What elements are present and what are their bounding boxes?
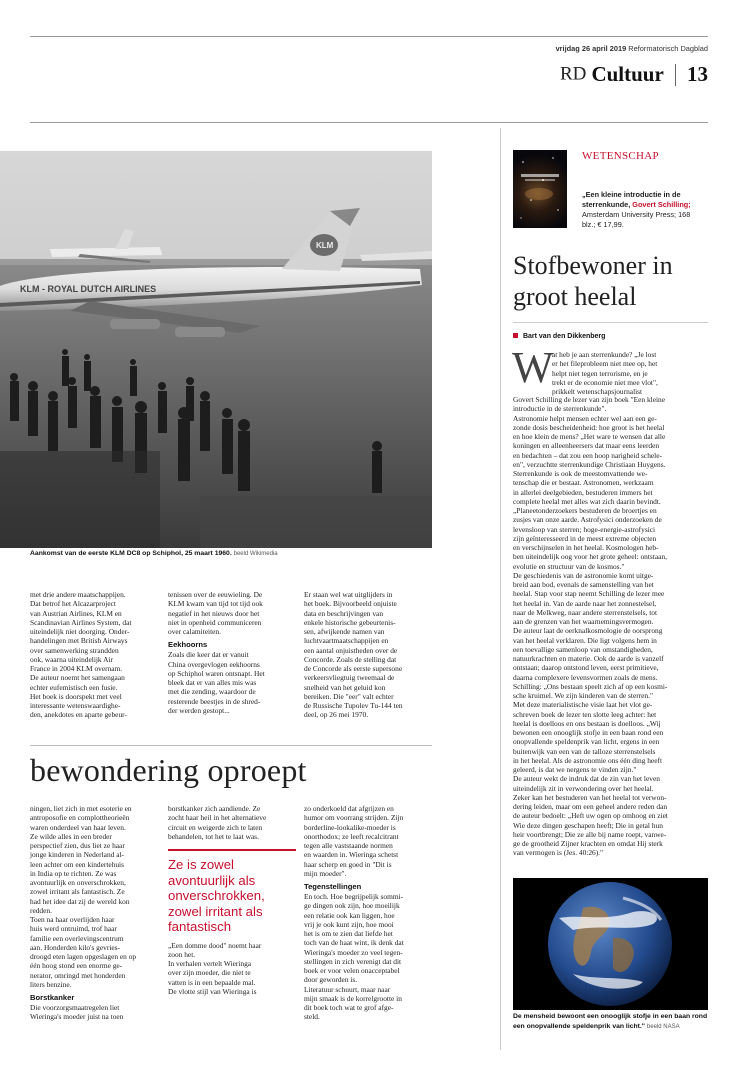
bottom-col2-para-b: „Een domme dood" noemt haar zoon het. In verhalen vertelt Wieringa over zijn moeder, die niet te vatten is in een bepaalde mal. De vlotte stijl van Wieringa is [168, 940, 262, 996]
earth-caption-text: De mensheid bewoont een onooglijk stofje in een baan rond een onopvallende speldenprik van licht." [513, 1013, 708, 1030]
page-number: 13 [687, 62, 708, 86]
book-info-title: „Een kleine introductie in de sterrenkunde, [582, 190, 681, 209]
pull-quote-rule [168, 849, 296, 851]
photo-credit: beeld Wikimedia [233, 551, 278, 557]
subhead-eekhoorns: Eekhoorns [168, 640, 208, 650]
top-rule [30, 36, 708, 37]
byline-author: Bart van den Dikkenberg [522, 333, 606, 340]
earth-illustration [513, 878, 708, 1010]
book-info-author: Govert Schilling; [632, 200, 691, 209]
header-rule [30, 122, 708, 123]
earth-credit: beeld NASA [646, 1023, 680, 1030]
bottom-col3 [304, 804, 434, 1022]
bottom-col1-para-b: Die voorzorgsmaatregelen liet Wieringa's moeder juist na toen [30, 1003, 124, 1022]
subhead-borstkanker: Borstkanker [30, 993, 75, 1002]
paper-name: Reformatorisch Dagblad [628, 44, 708, 53]
photo-caption [30, 549, 430, 559]
book-cover-stars [513, 150, 567, 228]
plane-livery-text: KLM - ROYAL DUTCH AIRLINES [20, 284, 157, 294]
left-article-col2 [168, 590, 296, 715]
subhead-tegenstellingen: Tegenstellingen [304, 882, 362, 891]
book-info [582, 190, 704, 230]
book-info-rest: Amsterdam University Press; 168 blz.; € 17,99. [582, 210, 691, 229]
book-cover [513, 150, 567, 228]
photo-caption-text: Aankomst van de eerste KLM DC8 op Schiphol, 25 maart 1960. [30, 550, 232, 557]
masthead-date-line [480, 44, 708, 53]
byline [513, 333, 605, 340]
bottom-col1-para-a: ningen, liet zich in met esoterie en antroposofie en complottheorieën waren onderdeel van haar leven. Ze wilde alles in een breder perspectief zien, dus liet ze haar jonge kinderen in Nederland al- leen achter om een kindertehuis in India op te richten. Ze was avontuurlijk en onverschrokken, zowel irritant als fantastisch. Ze had het idee dat zij de wereld kon redden. Toen na haar overlijden haar huis werd ontruimd, trof haar familie een overlevingscentrum aan. Honderden kilo's gevries- droogd eten lagen opgeslagen en op één hoog stond een enorme ge- nerator, omringd met honderden liters benzine. [30, 804, 137, 989]
left-article-col3: Er staan wel wat uitglijders in het boek. Bijvoorbeeld onjuiste data en beschrijvingen van enkele historische gebeurtenis- sen, afwijkende namen van luchtvaartmaatschappijen en een aantal onjuistheden over de Concorde. Zoals de stelling dat de Concorde als eerste supersone verkeersvliegtuig tweemaal de snelheid van het geluid kon bereiken. Die "eer" valt echter de Russische Tupolev Tu-144 ten deel, op 26 mei 1970. [304, 590, 403, 720]
earth-caption [513, 1012, 708, 1032]
drop-cap: W [512, 343, 554, 392]
bottom-col3-para-b: En toch. Hoe begrijpelijk sommi- ge dingen ook zijn, hoe moeilijk een relatie ook kan liggen, hoe vrij je ook kunt zijn, hoe mooi het is om te zien dat liefde het toch van de haat wint, ik denk dat Wieringa's moeder zo veel tegen- stellingen in zich verenigt dat dit boek er voor velen onacceptabel door geworden is. Literatuur schuurt, maar naar mijn smaak is de korrelgrootte in dit boek toch wat te grof afge- steld. [304, 892, 404, 1022]
kicker-wetenschap: WETENSCHAP [582, 150, 659, 162]
bottom-article-rule [30, 745, 432, 746]
bottom-col3-para-a: zo onderkoeld dat afgrijzen en humor om voorrang strijden. Zijn borderline-lookalike-moeder is onorthodox; ze leeft recalcitrant tegen alle vaststaande normen en waarden in. Wieringa schetst haar scherp en goed in "Dit is mijn moeder". [304, 804, 404, 878]
pull-quote: Ze is zowel avontuurlijk als onverschrokken, zowel irritant als fantastisch [168, 857, 265, 934]
klm-photo [0, 151, 432, 548]
left-col2-para-b: Zoals die keer dat er vanuit China overgevlogen eekhoorns op Schiphol waren ontsnapt. Het bleek dat er van alles mis was met die zending, waardoor de resterende beestjes in de shred- der werden gestopt... [168, 650, 265, 715]
right-body: Govert Schilling de lezer van zijn boek "Een kleine introductie in de sterrenkunde". Astronomie helpt mensen echter wel aan een ge- zonde dosis bescheidenheid: hoe groot is het heelal en hoe klein de mens? „Het ware te wensen dat alle koningen en alleenheersers dat maar eens leerden en bedachten – dat zou een hoop narigheid schele- en", verzuchtte sterrenkundige Christiaan Huygens. Sterrenkunde is ook de meestomvattende we- tenschap die er bestaat. Astronomen, werkzaam in allerlei deelgebieden, bestuderen immers het complete heelal met alles wat zich daarin bevindt. „Planeetonderzoekers bestuderen de broertjes en zusjes van onze aarde. Astrofysici onderzoeken de levensloop van sterren; hoge-energie-astrofysici zijn geïnteresseerd in de meest extreme objecten en verschijnselen in het heelal. Kosmologen heb- ben uiteindelijk oog voor het grote geheel: ontstaan, evolutie en structuur van de kosmos." De geschiedenis van de astronomie komt uitge- breid aan bod, evenals de samenstelling van het heelal. Stap voor stap neemt Schilling de lezer mee het heelal in. Van de aarde naar het zonnestelsel, naar de Melkweg, naar andere sterrenstelsels, tot aan de grenzen van het waarnemingsvermogen. De auteur laat de oerknalkosmologie de oorsprong van het heelal verklaren. Die ligt volgens hem in een toevallige samenloop van omstandigheden, natuurkrachten en materie. Ook de aarde is vanzelf ontstaan; daarop ontstond leven, eerst primitieve, daarna complexere levensvormen zoals de mens. Schilling: „Ons bestaan speelt zich af op een kosmi- sche kruimel. We zijn kinderen van de sterren." Met deze materialistische visie laat het vlot ge- schreven boek de lezer ten slotte leeg achter: het heelal is doelloos en ons bestaan is doelloos. „Wij bewonen een onooglijk stofje in een baan rond een onopvallende speldenprik van licht, ergens in een buitenwijk van een van de talloze sterrenstelsels in het heelal. Als de astronomie ons één ding heeft geleerd, is dat we nergens te vinden zijn." De auteur wekt de indruk dat de zin van het leven uiteindelijk zit in verwondering over het heelal. Zeker kan het bestuderen van het heelal tot verwon- dering leiden, maar om een geheel andere reden dan de auteur bedoelt: „Heft uw ogen op omhoog en ziet Wie deze dingen geschapen heeft; Die in getal hun heir voortbrengt; Die ze alle bij name roept, vanwe- ge de grootheid Zijner krachten en omdat Hij sterk van vermogen is (Jes. 40:26)." [513, 395, 668, 858]
bottom-col1 [30, 804, 160, 1022]
left-article-col1: met drie andere maatschappijen. Dat betrof het Alcazarproject van Austrian Airlines, KLM en Scandinavian Airlines System, dat uiteindelijk niet doorging. Onder- handelingen met British Airways over samenwerking strandden ook, waarna uiteindelijk Air France in 2004 KLM overnam. De auteur noemt het samengaan echter eufemistisch een fusie. Het boek is doorspekt met veel interessante wetenswaardighe- den, anekdotes en aparte gebeur- [30, 590, 132, 720]
bottom-col2 [168, 804, 296, 996]
section-brand: RD [559, 63, 587, 85]
left-col2-para-a: tenissen over de eeuwieling. De KLM kwam van tijd tot tijd ook negatief in het nieuws door het niet in openheid communiceren over calamiteiten. [168, 590, 263, 636]
right-headline: Stofbewoner in groot heelal [513, 251, 673, 311]
headline-rule [513, 322, 708, 323]
section-header [520, 62, 708, 88]
tail-logo-text: KLM [316, 241, 334, 250]
bottom-headline: bewondering oproept [30, 752, 307, 788]
earth-photo [513, 878, 708, 1010]
issue-date: vrijdag 26 april 2019 [555, 44, 627, 53]
byline-marker [513, 333, 518, 338]
klm-photo-illustration [0, 151, 432, 548]
column-divider [500, 128, 501, 1050]
section-divider [675, 64, 676, 86]
section-title: Cultuur [591, 62, 664, 86]
bottom-col2-para-a: borstkanker zich aandiende. Ze zocht haar heil in het alternatieve circuit en weigerde zich te laten behandelen, tot het te laat was. [168, 804, 267, 841]
right-intro: at heb je aan sterrenkunde? „Je lost er het fileprobleem niet mee op, het helpt niet tegen terrorisme, en je trekt er de economie niet mee vlot", prikkelt wetenschapsjournalist [552, 350, 658, 396]
